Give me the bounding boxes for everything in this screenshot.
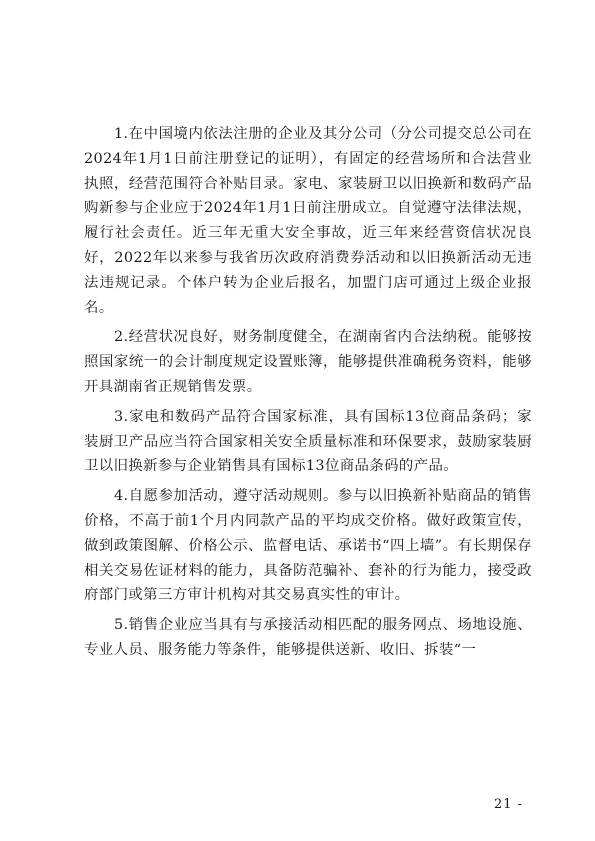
paragraph-4: 4.自愿参加活动，遵守活动规则。参与以旧换新补贴商品的销售价格，不高于前1个月内同款产品的平均成交价格。做好政策宣传，做到政策图解、价格公示、监督电话、承诺书“四上墙”。有长期保存相关交易佐证材料的能力，具备防范骗补、套补的行为能力，接受政府部门或第三方审计机构对其交易真实性的审计。 xyxy=(84,488,532,604)
document-body xyxy=(84,122,532,668)
paragraph-2: 2.经营状况良好，财务制度健全，在湖南省内合法纳税。能够按照国家统一的会计制度规定设置账簿，能够提供准确税务资料，能够开具湖南省正规销售发票。 xyxy=(84,329,532,395)
paragraph-3: 3.家电和数码产品符合国家标准，具有国标13位商品条码；家装厨卫产品应当符合国家相关安全质量标准和环保要求，鼓励家装厨卫以旧换新参与企业销售具有国标13位商品条码的产品。 xyxy=(84,408,532,475)
paragraph-1: 1.在中国境内依法注册的企业及其分公司（分公司提交总公司在2024年1月1日前注册登记的证明），有固定的经营场所和合法营业执照，经营范围符合补贴目录。家电、家装厨卫以旧换新和数码产品购新参与企业应于2024年1月1日前注册成立。自觉遵守法律法规，履行社会责任。近三年无重大安全事故，近三年来经营资信状况良好，2022年以来参与我省历次政府消费券活动和以旧换新活动无违法违规记录。个体户转为企业后报名，加盟门店可通过上级企业报名。 xyxy=(84,126,532,316)
page-number: 21 - xyxy=(494,797,524,812)
paragraph-5: 5.销售企业应当具有与承接活动相匹配的服务网点、场地设施、专业人员、服务能力等条件，能够提供送新、收旧、拆装“一 xyxy=(84,617,532,658)
